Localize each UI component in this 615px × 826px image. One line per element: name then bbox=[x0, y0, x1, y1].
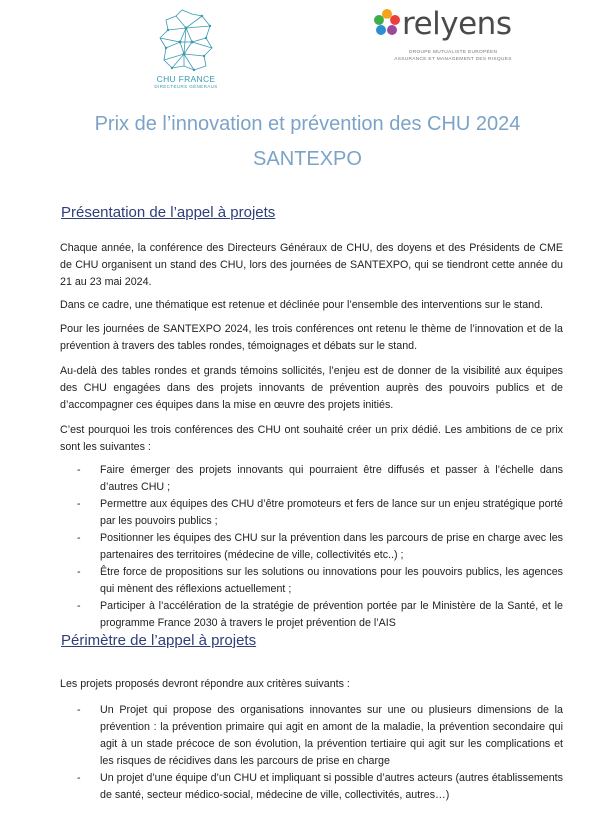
list-item-text: Un Projet qui propose des organisations innovantes sur une ou plusieurs dimensions de la prévention : la prévention primaire qui agit en amont de la maladie, la prévention secondaire qui agit à un stade précoce de son évolution, la prévention tertiaire qui agit sur les complications et les risques de récidives dans les parcours de prise en charge bbox=[100, 704, 563, 767]
paragraph: Chaque année, la conférence des Directeurs Généraux de CHU, des doyens et des Présidents de CME de CHU organisent un stand des CHU, lors des journées de SANTEXPO, qui se tiendront cette année du 21 au 23 mai 2024. bbox=[60, 242, 563, 288]
section-heading-perimeter: Périmètre de l’appel à projets bbox=[61, 632, 257, 649]
list-item-text: Positionner les équipes des CHU sur la prévention dans les parcours de prise en charge avec les partenaires des territoires (médecine de ville, collectivités etc..) ; bbox=[100, 532, 563, 561]
relyens-tagline-line2: ASSURANCE ET MANAGEMENT DES RISQUES bbox=[394, 57, 512, 62]
chu-logo-name: CHU FRANCE bbox=[156, 74, 216, 84]
list-item bbox=[60, 702, 563, 770]
list-item-text: Faire émerger des projets innovants qui pourraient être diffusés et passer à l’échelle dans d’autres CHU ; bbox=[100, 464, 563, 493]
section-heading-presentation: Présentation de l’appel à projets bbox=[61, 204, 276, 221]
relyens-tagline-line1: GROUPE MUTUALISTE EUROPÉEN bbox=[408, 50, 498, 55]
list-item bbox=[60, 770, 563, 804]
ambitions-list bbox=[60, 462, 563, 632]
bullet-dash: - bbox=[77, 532, 81, 544]
list-item-text: Un projet d’une équipe d’un CHU et impliquant si possible d’autres acteurs (autres établissements de santé, secteur médico-social, médecine de ville, collectivités, autres…) bbox=[100, 772, 563, 801]
relyens-tagline bbox=[385, 49, 521, 63]
paragraph: Les projets proposés devront répondre aux critères suivants : bbox=[60, 678, 350, 690]
list-item-text: Être force de propositions sur les solutions ou innovations pour les pouvoirs publics, les agences qui mènent des réflexions actuellement ; bbox=[100, 566, 563, 595]
paragraph: Pour les journées de SANTEXPO 2024, les trois conférences ont retenu le thème de l’innovation et de la prévention à travers des tables rondes, témoignages et débats sur le stand. bbox=[60, 323, 563, 352]
bullet-dash: - bbox=[77, 464, 81, 476]
chu-france-logo bbox=[138, 8, 234, 89]
list-item-text: Participer à l’accélération de la stratégie de prévention portée par le Ministère de la Santé, et le programme France 2030 à travers le projet prévention de l’AIS bbox=[100, 600, 563, 629]
paragraph: C’est pourquoi les trois conférences des CHU ont souhaité créer un prix dédié. Les ambitions de ce prix sont les suivantes : bbox=[60, 424, 563, 453]
list-item bbox=[60, 462, 563, 496]
list-item bbox=[60, 598, 563, 632]
document-subtitle: SANTEXPO bbox=[253, 148, 362, 170]
list-item bbox=[60, 496, 563, 530]
france-map-network-icon bbox=[156, 8, 216, 74]
list-item-text: Permettre aux équipes des CHU d’être promoteurs et fers de lance sur un enjeu stratégique porté par les pouvoirs publics ; bbox=[100, 498, 563, 527]
header-logos bbox=[0, 0, 615, 100]
paragraph: Dans ce cadre, une thématique est retenue et déclinée pour l’ensemble des interventions sur le stand. bbox=[60, 299, 544, 311]
bullet-dash: - bbox=[77, 566, 81, 578]
bullet-dash: - bbox=[77, 772, 81, 784]
bullet-dash: - bbox=[77, 704, 81, 716]
bullet-dash: - bbox=[77, 600, 81, 612]
list-item bbox=[60, 530, 563, 564]
document-title: Prix de l’innovation et prévention des CHU 2024 bbox=[94, 113, 521, 135]
list-item bbox=[60, 564, 563, 598]
relyens-flower-icon bbox=[371, 6, 403, 38]
paragraph: Au-delà des tables rondes et grands témoins sollicités, l’enjeu est de donner de la visibilité aux équipes des CHU engagées dans des projets innovants de prévention auprès des pouvoirs publics et de d’accompagner ces équipes dans la mise en œuvre des projets initiés. bbox=[60, 365, 563, 411]
criteria-list bbox=[60, 702, 563, 804]
relyens-wordmark: relyens bbox=[402, 6, 512, 42]
bullet-dash: - bbox=[77, 498, 81, 510]
chu-logo-subtitle: DIRECTEURS GÉNÉRAUX bbox=[154, 84, 218, 89]
